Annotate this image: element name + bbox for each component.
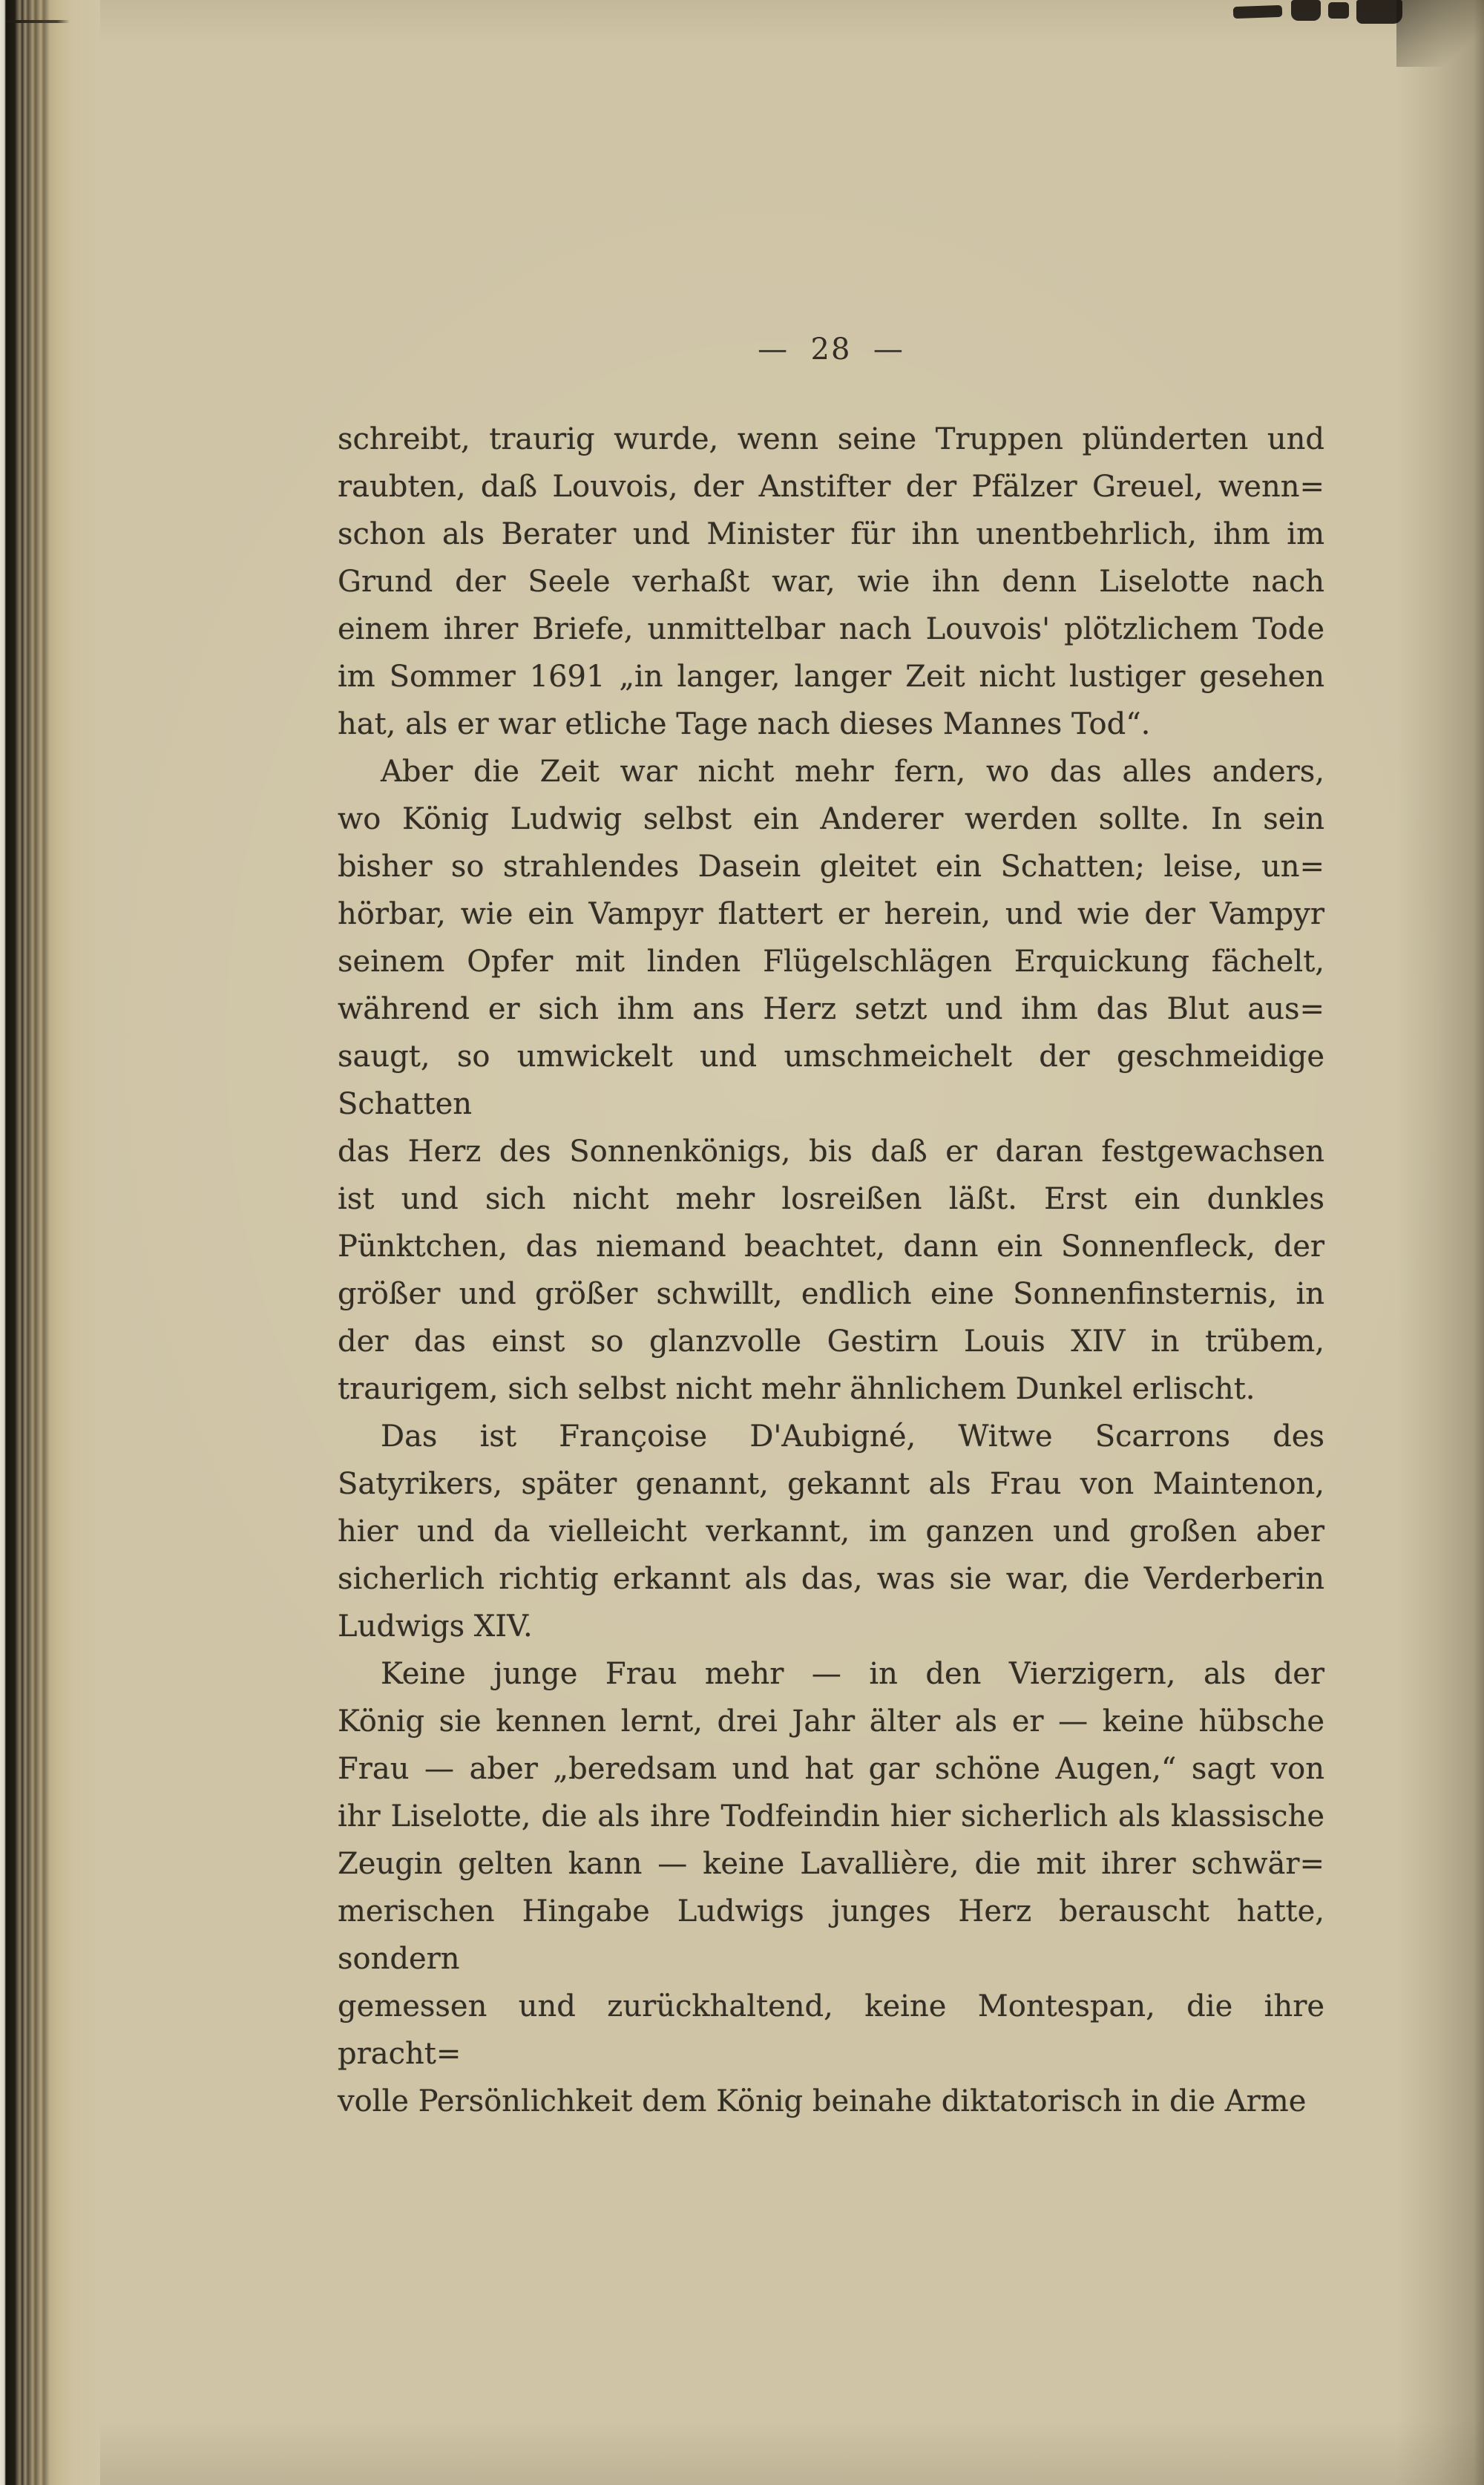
text-line: seinem Opfer mit linden Flügelschlägen Erquickung fächelt, (338, 945, 1324, 979)
text-line: hörbar, wie ein Vampyr flattert er herein, und wie der Vampyr (338, 897, 1324, 931)
text-line: Pünktchen, das niemand beachtet, dann ein Sonnenfleck, der (338, 1230, 1324, 1264)
text-line: der das einst so glanzvolle Gestirn Louis XIV in trübem, (338, 1324, 1324, 1359)
text-line: König sie kennen lernt, drei Jahr älter als er — keine hübsche (338, 1704, 1324, 1739)
ink-blot (1328, 2, 1349, 19)
text-line: Ludwigs XIV. (338, 1609, 533, 1644)
text-line: ist und sich nicht mehr losreißen läßt. Erst ein dunkles (338, 1182, 1324, 1216)
text-line: Zeugin gelten kann — keine Lavallière, die mit ihrer schwär= (338, 1847, 1324, 1881)
text-line: Frau — aber „beredsam und hat gar schöne Augen,“ sagt von (338, 1752, 1324, 1786)
text-line: einem ihrer Briefe, unmittelbar nach Louvois' plötzlichem Tode (338, 612, 1324, 646)
text-line: ihr Liselotte, die als ihre Todfeindin hier sicherlich als klassische (338, 1799, 1324, 1834)
ink-blot (1356, 0, 1402, 24)
text-line: saugt, so umwickelt und umschmeichelt der geschmeidige Schatten (338, 1040, 1324, 1121)
top-right-ink-marks (1233, 0, 1411, 31)
text-line: sicherlich richtig erkannt als das, was sie war, die Verderberin (338, 1562, 1324, 1596)
text-line: während er sich ihm ans Herz setzt und ihm das Blut aus= (338, 992, 1324, 1026)
ink-blot (1291, 0, 1321, 21)
text-line: Grund der Seele verhaßt war, wie ihn denn Liselotte nach (338, 565, 1324, 599)
text-line: im Sommer 1691 „in langer, langer Zeit nicht lustiger gesehen (338, 660, 1324, 694)
text-line: merischen Hingabe Ludwigs junges Herz berauscht hatte, sondern (338, 1894, 1324, 1976)
text-line: traurigem, sich selbst nicht mehr ähnlichem Dunkel erlischt. (338, 1372, 1255, 1406)
book-binding-page-stack (0, 0, 100, 2485)
text-line: schreibt, traurig wurde, wenn seine Truppen plünderten und (338, 422, 1324, 456)
text-line: Keine junge Frau mehr — in den Vierzigern, als der (381, 1657, 1324, 1691)
text-line: Aber die Zeit war nicht mehr fern, wo das alles anders, (381, 755, 1324, 789)
page-right-edge-shadow (1396, 0, 1484, 2485)
text-line: gemessen und zurückhaltend, keine Montespan, die ihre pracht= (338, 1989, 1324, 2071)
text-line: das Herz des Sonnenkönigs, bis daß er daran festgewachsen (338, 1135, 1324, 1169)
text-line: schon als Berater und Minister für ihn unentbehrlich, ihm im (338, 517, 1324, 551)
text-line: raubten, daß Louvois, der Anstifter der Pfälzer Greuel, wenn= (338, 470, 1324, 504)
page-stack-corner-line (6, 20, 70, 23)
text-line: hier und da vielleicht verkannt, im ganzen und großen aber (338, 1514, 1324, 1549)
page-number: — 28 — (758, 332, 904, 367)
text-block (338, 416, 1324, 2125)
text-line: größer und größer schwillt, endlich eine Sonnenfinsternis, in (338, 1277, 1324, 1311)
text-line: Satyrikers, später genannt, gekannt als Frau von Maintenon, (338, 1467, 1324, 1501)
text-line: Das ist Françoise D'Aubigné, Witwe Scarrons des (381, 1419, 1324, 1454)
text-line: bisher so strahlendes Dasein gleitet ein Schatten; leise, un= (338, 850, 1324, 884)
text-line: wo König Ludwig selbst ein Anderer werden sollte. In sein (338, 802, 1324, 836)
text-line: volle Persönlichkeit dem König beinahe diktatorisch in die Arme (338, 2084, 1307, 2118)
text-line: hat, als er war etliche Tage nach dieses Mannes Tod“. (338, 707, 1151, 741)
ink-blot (1233, 5, 1283, 19)
